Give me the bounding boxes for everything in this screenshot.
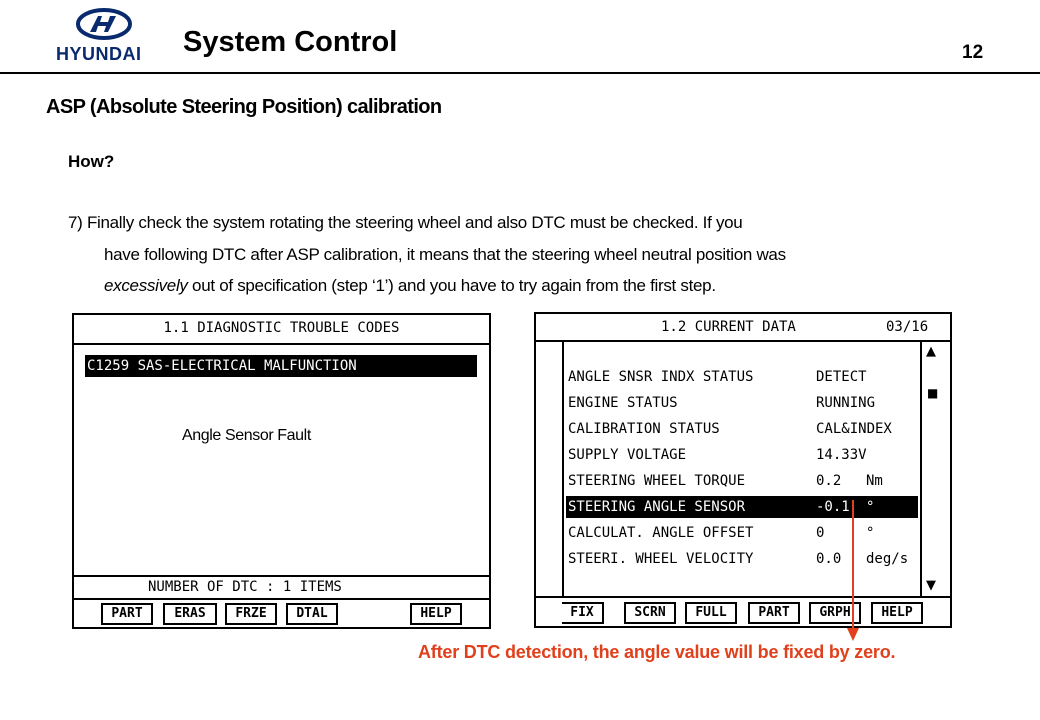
dtc-help-button[interactable]: HELP <box>410 603 462 625</box>
paragraph-line-1: 7) Finally check the system rotating the steering wheel and also DTC must be checked. If you <box>68 213 743 232</box>
paragraph-line-3-rest: out of specification (step ‘1’) and you have to try again from the first step. <box>187 276 716 295</box>
data-row[interactable] <box>566 522 918 544</box>
data-scrollbar-border <box>920 340 922 596</box>
page-number: 12 <box>962 42 984 63</box>
data-row[interactable] <box>566 392 918 414</box>
data-row[interactable] <box>566 470 918 492</box>
paragraph-line-2: have following DTC after ASP calibration, it means that the steering wheel neutral position was <box>104 245 786 264</box>
current-data-screen <box>534 312 952 628</box>
data-title-divider <box>536 340 950 342</box>
row-unit: Nm <box>866 473 883 489</box>
row-value: 0 <box>816 525 825 541</box>
row-name: STEERING ANGLE SENSOR <box>568 499 746 515</box>
data-row[interactable] <box>566 366 918 388</box>
row-value: 0.0 <box>816 551 842 567</box>
data-left-border <box>562 340 564 596</box>
dtc-dtal-button[interactable]: DTAL <box>286 603 338 625</box>
row-name: CALIBRATION STATUS <box>568 421 720 437</box>
dtc-note: Angle Sensor Fault <box>182 427 311 444</box>
row-value: RUNNING <box>816 395 876 411</box>
paragraph-line-3 <box>104 276 716 296</box>
section-heading: ASP (Absolute Steering Position) calibration <box>46 96 442 118</box>
row-unit: ° <box>866 525 875 541</box>
scroll-thumb-icon[interactable]: ■ <box>927 386 939 400</box>
data-page-indicator: 03/16 <box>886 319 929 335</box>
row-name: SUPPLY VOLTAGE <box>568 447 687 463</box>
data-row[interactable] <box>566 418 918 440</box>
dtc-count-divider <box>74 575 489 577</box>
scroll-down-icon[interactable]: ▼ <box>926 578 936 593</box>
row-value: DETECT <box>816 369 867 385</box>
scroll-up-icon[interactable]: ▲ <box>926 344 936 359</box>
part-button[interactable]: PART <box>748 602 800 624</box>
full-button[interactable]: FULL <box>685 602 737 624</box>
row-name: STEERI. WHEEL VELOCITY <box>568 551 754 567</box>
row-value: -0.1 <box>816 499 850 515</box>
hyundai-logo <box>52 6 162 68</box>
scrn-button[interactable]: SCRN <box>624 602 676 624</box>
row-unit: ° <box>866 499 875 515</box>
dtc-part-button[interactable]: PART <box>101 603 153 625</box>
row-name: ANGLE SNSR INDX STATUS <box>568 369 754 385</box>
dtc-item[interactable]: C1259 SAS-ELECTRICAL MALFUNCTION <box>85 355 477 377</box>
data-row[interactable] <box>566 548 918 570</box>
data-row-selected[interactable] <box>566 496 918 518</box>
dtc-screen-title: 1.1 DIAGNOSTIC TROUBLE CODES <box>163 320 400 336</box>
data-button-divider <box>536 596 950 598</box>
dtc-screen <box>72 313 491 629</box>
header-divider <box>0 72 1040 74</box>
emphasis-word: excessively <box>104 276 188 295</box>
data-function-bar <box>536 602 950 624</box>
row-name: ENGINE STATUS <box>568 395 678 411</box>
row-unit: deg/s <box>866 551 909 567</box>
dtc-frze-button[interactable]: FRZE <box>225 603 277 625</box>
grph-button[interactable]: GRPH <box>809 602 861 624</box>
help-button[interactable]: HELP <box>871 602 923 624</box>
page-title: System Control <box>183 26 398 58</box>
dtc-title-divider <box>74 343 489 345</box>
data-row[interactable] <box>566 444 918 466</box>
hyundai-emblem-icon <box>76 8 132 40</box>
row-value: 14.33V <box>816 447 867 463</box>
how-label: How? <box>68 152 115 171</box>
dtc-button-divider <box>74 598 489 600</box>
annotation-caption: After DTC detection, the angle value will be fixed by zero. <box>418 642 896 662</box>
brand-name: HYUNDAI <box>56 44 142 64</box>
row-name: STEERING WHEEL TORQUE <box>568 473 746 489</box>
dtc-function-bar <box>74 603 489 625</box>
dtc-count: NUMBER OF DTC : 1 ITEMS <box>148 579 342 595</box>
annotation-arrow-icon <box>846 500 860 642</box>
fix-button[interactable]: FIX <box>562 602 604 624</box>
data-screen-title: 1.2 CURRENT DATA <box>661 319 796 335</box>
row-value: 0.2 <box>816 473 842 489</box>
row-value: CAL&INDEX <box>816 421 892 437</box>
dtc-eras-button[interactable]: ERAS <box>163 603 217 625</box>
row-name: CALCULAT. ANGLE OFFSET <box>568 525 754 541</box>
